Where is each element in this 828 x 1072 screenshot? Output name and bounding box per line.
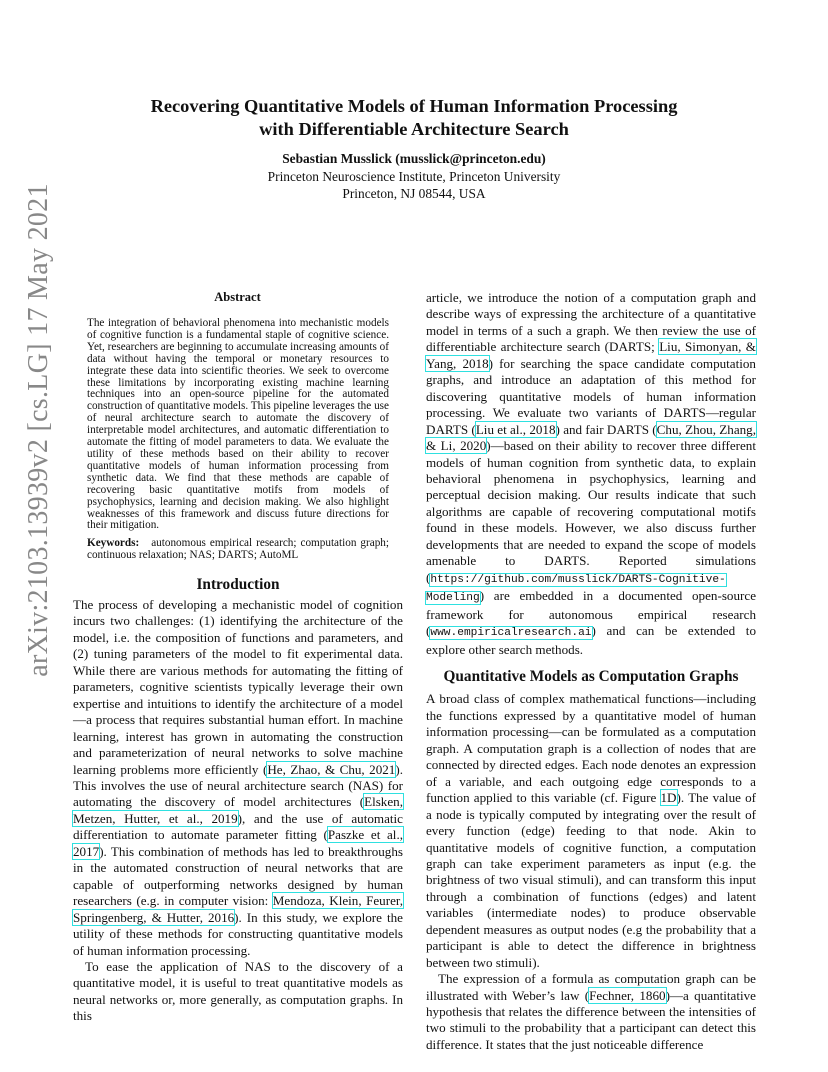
citation-paszke-2017[interactable]: Paszke et al., 2017 — [73, 827, 403, 859]
graphs-paragraph-2 — [426, 971, 756, 1053]
text-run: ), and the use of automatic differentiation to automate parameter fitting ( — [73, 810, 403, 843]
author: Sebastian Musslick (musslick@princeton.edu) — [282, 151, 546, 166]
text-run: ) are embedded in a documented open-source framework for autonomous empirical research ( — [426, 588, 756, 639]
text-run: ). This combination of methods has led to breakthroughs in the automated construction of neural networks that are capable of outperforming networks designed by human researchers (e.g. in computer vision: — [73, 843, 403, 909]
title-line-1: Recovering Quantitative Models of Human Information Processing — [150, 96, 678, 116]
abstract-heading: Abstract — [214, 290, 261, 304]
text-run: ). This involves the use of neural architecture search (NAS) for automating the discovery of model architectures ( — [73, 761, 403, 810]
introduction-heading: Introduction — [196, 576, 280, 593]
intro-paragraph-1 — [73, 597, 403, 959]
left-column-body — [73, 597, 403, 1025]
citation-fechner-1860[interactable]: Fechner, 1860 — [589, 987, 666, 1003]
keywords-text: autonomous empirical research; computation graph; continuous relaxation; NAS; DARTS; AutoML — [87, 537, 390, 561]
text-run: ). In this study, we explore the utility of these methods for constructing quantitative models of human information processing. — [73, 909, 403, 958]
citation-elsken-2019[interactable]: Elsken, Metzen, Hutter, et al., 2019 — [73, 794, 403, 826]
citation-chu-2020[interactable]: Chu, Zhou, Zhang, & Li, 2020 — [426, 421, 757, 454]
abstract-text: The integration of behavioral phenomena into mechanistic models of cognitive function is a fundamental staple of cognitive science. Yet, researchers are beginning to accumulate increasing amounts of data without having the temporal or monetary resources to integrate these data into scientific theories. We seek to overcome these limitations by incorporating existing machine learning techniques into an open-source pipeline for the automated construction of quantitative models. This pipeline leverages the use of neural architecture search to automate the discovery of interpretable model architectures, and automatic differentiation to automate the fitting of model parameters to data. We evaluate the utility of these methods based on their ability to recover quantitative models of human information processing from synthetic data. We find that these methods are capable of recovering basic quantitative motifs from models of psychophysics, learning and decision making. We also highlight weaknesses of this framework and discuss future directions for their mitigation. — [87, 317, 389, 532]
intro-paragraph-2: To ease the application of NAS to the discovery of a quantitative model, it is useful to treat quantitative models as neural networks or, more generally, as computation graphs. In this — [73, 958, 403, 1024]
citation-mendoza-2016[interactable]: Mendoza, Klein, Feurer, Springenberg, & Hutter, 2016 — [73, 893, 403, 925]
computation-graphs-heading: Quantitative Models as Computation Graphs — [443, 667, 739, 685]
text-run: The expression of a formula as computation graph can be illustrated with Weber’s law ( — [426, 971, 756, 1003]
text-run: ) for searching the space candidate computation graphs, and introduce an adaptation of this method for discovering quantitative models of human information processing. We evaluate two variants of DARTS—regular DARTS ( — [426, 355, 756, 437]
affiliation-line-1: Princeton Neuroscience Institute, Princeton University — [267, 169, 561, 184]
text-run: )—a quantitative hypothesis that relates the difference between the intensities of two stimuli to the probability that a participant can detect this difference. It states that the just noticeable difference — [426, 987, 756, 1052]
figure-reference[interactable]: 1D — [660, 790, 677, 806]
arxiv-stamp — [14, 170, 64, 690]
right-column-body — [426, 290, 756, 1053]
text-run: ). The value of a node is typically computed by integrating over the result of every function (edge) feeding to that node. Akin to quantitative models of cognitive function, a computation graph can take experiment parameters as input (e.g. the brightness of two visual stimuli), and can transform this input through a combination of functions (edges) and latent variables (intermediate nodes) to produce observable dependent measures as output nodes (e.g the probability that a participant is able to detect the difference in brightness between two stimuli). — [426, 790, 756, 970]
paper-title — [0, 95, 828, 141]
text-run: article, we introduce the notion of a computation graph and describe ways of expressing the architecture of a quantitative model in terms of a such a graph. We then review the use of differentiable architecture search (DARTS; — [426, 290, 756, 355]
intro-paragraph-3 — [426, 290, 756, 658]
graphs-paragraph-1 — [426, 691, 756, 971]
text-run: A broad class of complex mathematical functions—including the functions expressed by a quantitative model of human information processing—can be formulated as a computation graph. A computation graph is a collection of nodes that are connected by directed edges. Each node denotes an expression of a variable, and each outgoing edge corresponds to a function applied to this variable (cf. Figure — [426, 691, 756, 806]
empiricalresearch-link[interactable]: www.empiricalresearch.ai — [430, 627, 592, 640]
affiliation-line-2: Princeton, NJ 08544, USA — [342, 186, 486, 201]
text-run: ) and can be extended to explore other search methods. — [426, 623, 756, 657]
arxiv-stamp-text: arXiv:2103.13939v2 [cs.LG] 17 May 2021 — [23, 183, 54, 677]
keywords-label: Keywords: — [87, 537, 140, 549]
text-run: )—based on their ability to recover three different models of human cognition from synthetic data, to explain behavioral phenomena in psychophysics, learning and perceptual decision making. Our results indicate that such algorithms are capable of recovering computational motifs found in these models. However, we also discuss further developments that are needed to expand the scope of models amenable to DARTS. Reported simulations ( — [426, 438, 756, 585]
keywords — [87, 538, 389, 562]
github-link[interactable]: https://github.com/musslick/DARTS-Cognitive-Modeling — [426, 573, 726, 605]
affiliation — [0, 168, 828, 202]
title-line-2: with Differentiable Architecture Search — [259, 119, 569, 139]
citation-liu-2018[interactable]: Liu, Simonyan, & Yang, 2018 — [426, 339, 756, 371]
text-run: ) and fair DARTS ( — [555, 421, 657, 437]
citation-he-2021[interactable]: He, Zhao, & Chu, 2021 — [267, 761, 396, 777]
text-run: The process of developing a mechanistic model of cognition incurs two challenges: (1) identifying the architecture of the model, i.e. the composition of functions and parameters, and (2) tuning parameters of the model to fit experimental data. While there are various methods for automating the fitting of parameters, cognitive scientists typically leverage their own expertise and intuitions to identify the architecture of a model—a process that requires substantial human effort. In machine learning, interest has grown in automating the construction and parameterization of neural networks to solve machine learning problems more efficiently ( — [73, 597, 403, 777]
citation-liu-2018-short[interactable]: Liu et al., 2018 — [475, 421, 556, 437]
